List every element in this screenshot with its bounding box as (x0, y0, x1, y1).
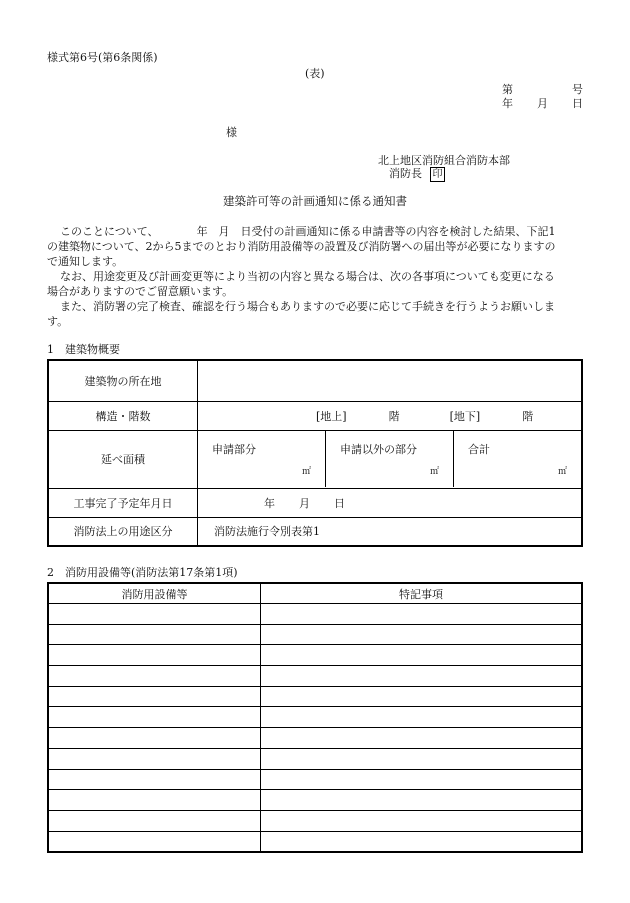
equipment-cell[interactable] (48, 604, 261, 625)
date-day: 日 (572, 97, 583, 110)
col-equipment: 消防用設備等 (48, 583, 261, 604)
remarks-cell[interactable] (261, 645, 583, 666)
side-label: (表) (305, 67, 325, 80)
label-completion: 工事完了予定年月日 (48, 488, 198, 517)
completion-year: 年 (264, 496, 275, 510)
label-location: 建築物の所在地 (48, 360, 198, 401)
below-ground-label: [地下] (449, 409, 481, 423)
above-ground-unit: 階 (388, 409, 400, 423)
p1-lead: このことについて、 (60, 225, 159, 238)
completion-month: 月 (299, 496, 310, 510)
date-year: 年 (502, 97, 513, 110)
p1-line2: の建築物について、2から5までのとおり消防用設備等の設置及び消防署への届出等が必要になりますの (47, 240, 556, 253)
p2-line1: なお、用途変更及び計画変更等により当初の内容と異なる場合は、次の各事項についても変更になる (60, 270, 555, 283)
equipment-cell[interactable] (48, 624, 261, 645)
other-area-label: 申請以外の部分 (340, 443, 417, 456)
total-area-unit: ㎡ (557, 467, 567, 477)
equipment-cell[interactable] (48, 707, 261, 728)
remarks-cell[interactable] (261, 810, 583, 831)
value-structure[interactable] (198, 401, 583, 430)
header-row (48, 583, 582, 604)
remarks-cell[interactable] (261, 769, 583, 790)
paragraph-1 (47, 224, 587, 239)
remarks-cell[interactable] (261, 728, 583, 749)
doc-number-suffix: 号 (572, 83, 583, 96)
remarks-cell[interactable] (261, 831, 583, 852)
label-usage: 消防法上の用途区分 (48, 517, 198, 546)
value-floor-area (198, 430, 583, 488)
equipment-cell[interactable] (48, 831, 261, 852)
below-ground-unit: 階 (522, 409, 534, 423)
doc-number-prefix: 第 (502, 83, 513, 96)
p3-line1: また、消防署の完了検査、確認を行う場合もありますので必要に応じて手続きを行うようお願いしま (60, 300, 555, 313)
applied-area-label: 申請部分 (212, 443, 256, 456)
completion-day: 日 (334, 496, 345, 510)
p1-date-line: 年 月 日受付の計画通知に係る申請書等の内容を検討した結果、下記1 (196, 225, 556, 238)
addressee-suffix: 様 (226, 126, 237, 139)
table-row (48, 831, 582, 852)
applied-area-unit: ㎡ (301, 467, 311, 477)
issuer-org: 北上地区消防組合消防本部 (378, 154, 510, 167)
col-remarks: 特記事項 (261, 583, 583, 604)
remarks-cell[interactable] (261, 604, 583, 625)
table-row (48, 748, 582, 769)
value-completion[interactable] (198, 488, 583, 517)
table-row (48, 707, 582, 728)
row-floor-area (48, 430, 582, 488)
remarks-cell[interactable] (261, 686, 583, 707)
body-text (47, 224, 587, 329)
remarks-cell[interactable] (261, 624, 583, 645)
equipment-cell[interactable] (48, 645, 261, 666)
building-overview-table (47, 359, 583, 547)
document-title: 建築許可等の計画通知に係る通知書 (223, 194, 407, 208)
table-row (48, 666, 582, 687)
section2-heading: 2 消防用設備等(消防法第17条第1項) (47, 566, 238, 579)
issuer-title (389, 167, 445, 182)
remarks-cell[interactable] (261, 707, 583, 728)
other-area-cell[interactable] (326, 431, 454, 487)
equipment-cell[interactable] (48, 748, 261, 769)
total-area-cell[interactable] (454, 431, 581, 487)
above-ground-label: [地上] (316, 409, 347, 423)
p1-line3: で通知します。 (47, 255, 124, 268)
table-row (48, 790, 582, 811)
equipment-cell[interactable] (48, 810, 261, 831)
value-usage[interactable] (198, 517, 583, 546)
equipment-cell[interactable] (48, 666, 261, 687)
table-row (48, 810, 582, 831)
row-usage (48, 517, 582, 546)
row-structure (48, 401, 582, 430)
remarks-cell[interactable] (261, 790, 583, 811)
table-row (48, 624, 582, 645)
value-location[interactable] (198, 360, 583, 401)
seal-mark: 印 (430, 167, 445, 182)
remarks-cell[interactable] (261, 666, 583, 687)
row-completion (48, 488, 582, 517)
remarks-cell[interactable] (261, 748, 583, 769)
equipment-cell[interactable] (48, 769, 261, 790)
fire-equipment-table (47, 582, 583, 853)
other-area-unit: ㎡ (429, 467, 439, 477)
label-structure: 構造・階数 (48, 401, 198, 430)
table-row (48, 686, 582, 707)
p2-line2: 場合がありますのでご留意願います。 (47, 285, 234, 298)
equipment-cell[interactable] (48, 686, 261, 707)
total-area-label: 合計 (468, 443, 490, 456)
equipment-cell[interactable] (48, 728, 261, 749)
usage-value: 消防法施行令別表第1 (214, 525, 320, 539)
equipment-cell[interactable] (48, 790, 261, 811)
table-row (48, 604, 582, 625)
form-number: 様式第6号(第6条関係) (47, 51, 158, 64)
applied-area-cell[interactable] (198, 431, 326, 487)
row-location (48, 360, 582, 401)
date-month: 月 (537, 97, 548, 110)
issuer-title-text: 消防長 (389, 167, 422, 180)
floor-area-subcells (198, 431, 581, 487)
label-floor-area: 延べ面積 (48, 430, 198, 488)
p3-line2: す。 (47, 315, 69, 328)
table-row (48, 728, 582, 749)
table-row (48, 769, 582, 790)
section1-heading: 1 建築物概要 (47, 343, 120, 356)
table-row (48, 645, 582, 666)
